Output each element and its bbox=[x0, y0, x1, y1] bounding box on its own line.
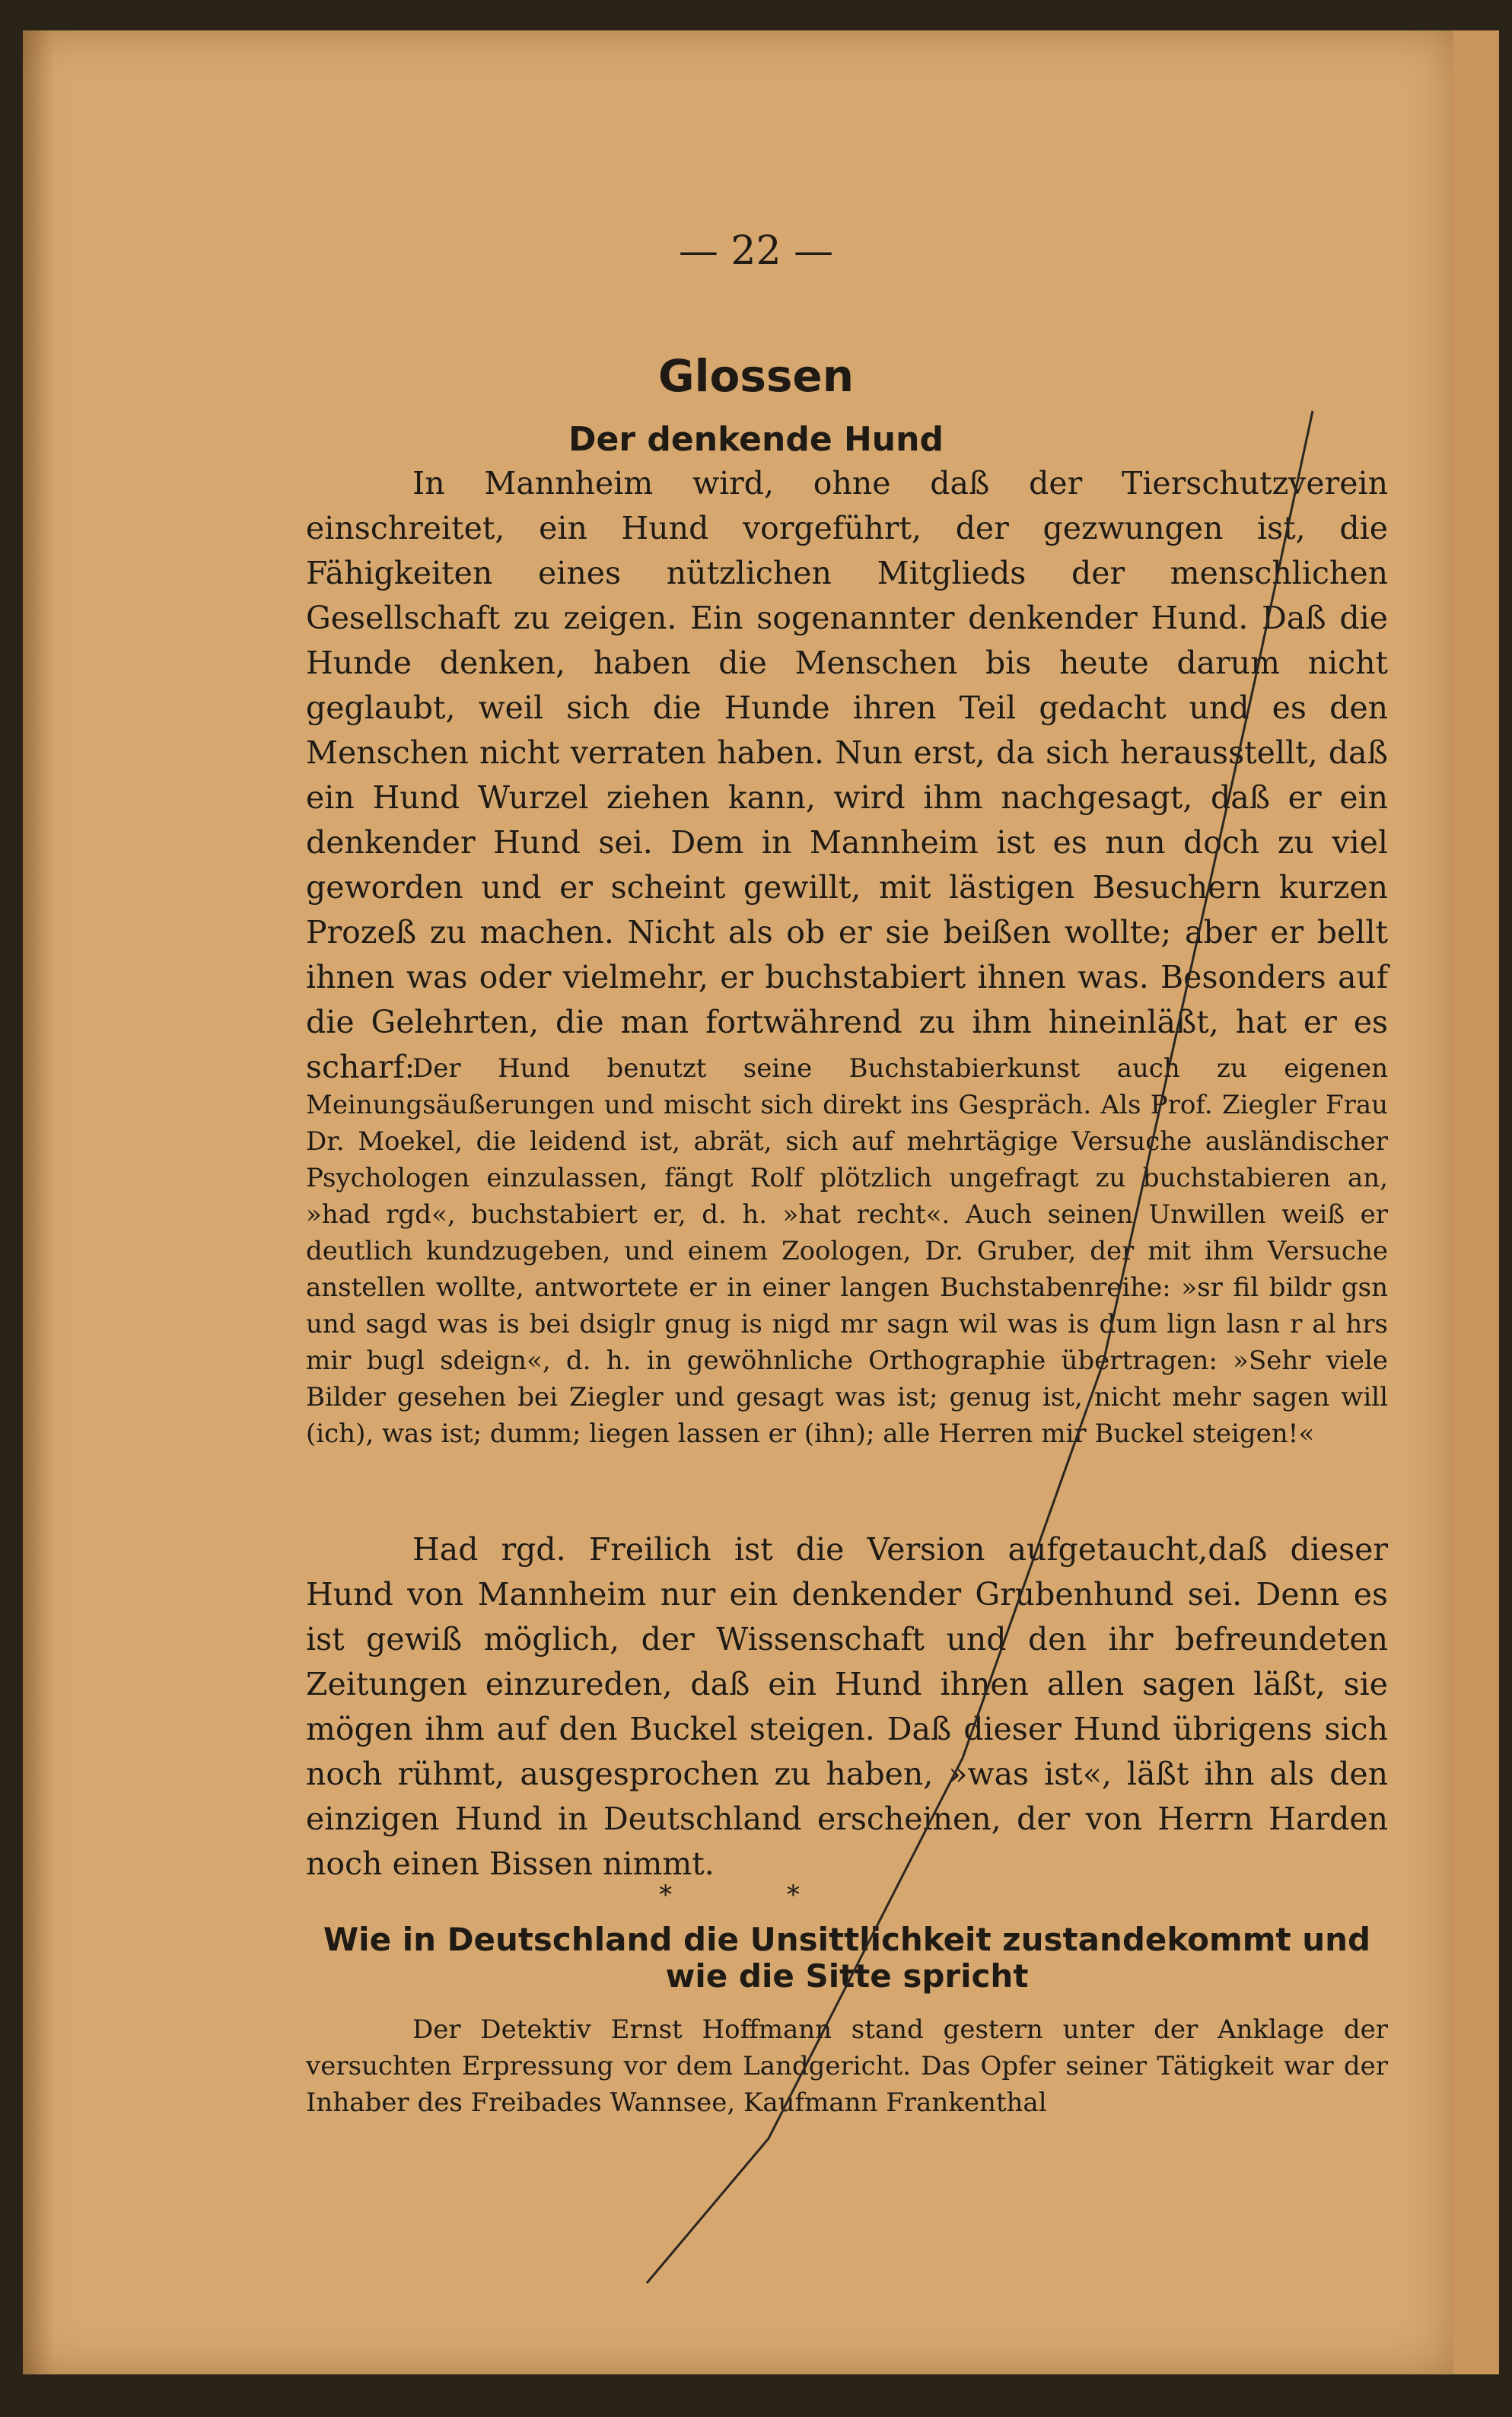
section-title: Glossen bbox=[657, 350, 854, 402]
article-quote: Der Hund benutzt seine Buchstabierkunst auch zu eigenen Meinungsäußerungen und mischt sich direkt ins Gespräch. Als Prof. Ziegler Frau Dr. Moekel, die leidend ist, abrät, sich auf mehrtägige Versuche ausländischer Psychologen einzulassen, fängt Rolf plötzlich ungefragt zu buchstabieren an, »had rgd«, buchstabiert er, d. h. »hat recht«. Auch seinen Unwillen weiß er deutlich kundzugeben, und einem Zoologen, Dr. Gruber, der mit ihm Versuche anstellen wollte, antwortete er in einer langen Buchstabenreihe: »sr fil bildr gsn und sagd was is bei dsiglr gnug is nigd mr sagn wil was is dum lign lasn r al hrs mir bugl sdeign«, d. h. in gewöhnliche Orthographie übertragen: »Sehr viele Bilder gesehen bei Ziegler und gesagt was ist; genug ist, nicht mehr sagen will (ich), was ist; dumm; liegen lassen er (ihn); alle Herren mir Buckel steigen!« bbox=[306, 1053, 1388, 1449]
page-number: — 22 — bbox=[678, 228, 834, 274]
article-title: Der denkende Hund bbox=[568, 420, 944, 459]
article-2-title: Wie in Deutschland die Unsittlichkeit zustandekommt und wie die Sitte spricht bbox=[323, 1921, 1371, 1995]
article-2-paragraph-1: Der Detektiv Ernst Hoffmann stand gestern unter der Anklage der versuchten Erpressung vor dem Landgericht. Das Opfer seiner Tätigkeit war der Inhaber des Freibades Wannsee, Kaufmann Frankenthal bbox=[306, 2014, 1388, 2118]
article-paragraph-2: Had rgd. Freilich ist die Version aufgetaucht,daß dieser Hund von Mannheim nur ein denkender Grubenhund sei. Denn es ist gewiß möglich, der Wissenschaft und den ihr befreundeten Zeitungen einzureden, daß ein Hund ihnen allen sagen läßt, sie mögen ihm auf den Buckel steigen. Daß dieser Hund übrigens sich noch rühmt, ausgesprochen zu haben, »was ist«, läßt ihn als den einzigen Hund in Deutschland erscheinen, der von Herrn Harden noch einen Bissen nimmt. bbox=[306, 1531, 1388, 1882]
pencil-stroke bbox=[647, 411, 1313, 2283]
article-paragraph-1: In Mannheim wird, ohne daß der Tierschutzverein einschreitet, ein Hund vorgeführt, der gezwungen ist, die Fähigkeiten eines nützlichen Mitglieds der menschlichen Gesellschaft zu zeigen. Ein sogenannter denkender Hund. Daß die Hunde denken, haben die Menschen bis heute darum nicht geglaubt, weil sich die Hunde ihren Teil gedacht und es den Menschen nicht verraten haben. Nun erst, da sich herausstellt, daß ein Hund Wurzel ziehen kann, wird ihm nachgesagt, daß er ein denkender Hund sei. Dem in Mannheim ist es nun doch zu viel geworden und er scheint gewillt, mit lästigen Besuchern kurzen Prozeß zu machen. Nicht als ob er sie beißen wollte; aber er bellt ihnen was oder vielmehr, er buchstabiert ihnen was. Besonders auf die Gelehrten, die man fortwährend zu ihm hineinläßt, hat er es scharf: bbox=[306, 465, 1388, 1085]
section-separator: * * bbox=[659, 1880, 853, 1910]
